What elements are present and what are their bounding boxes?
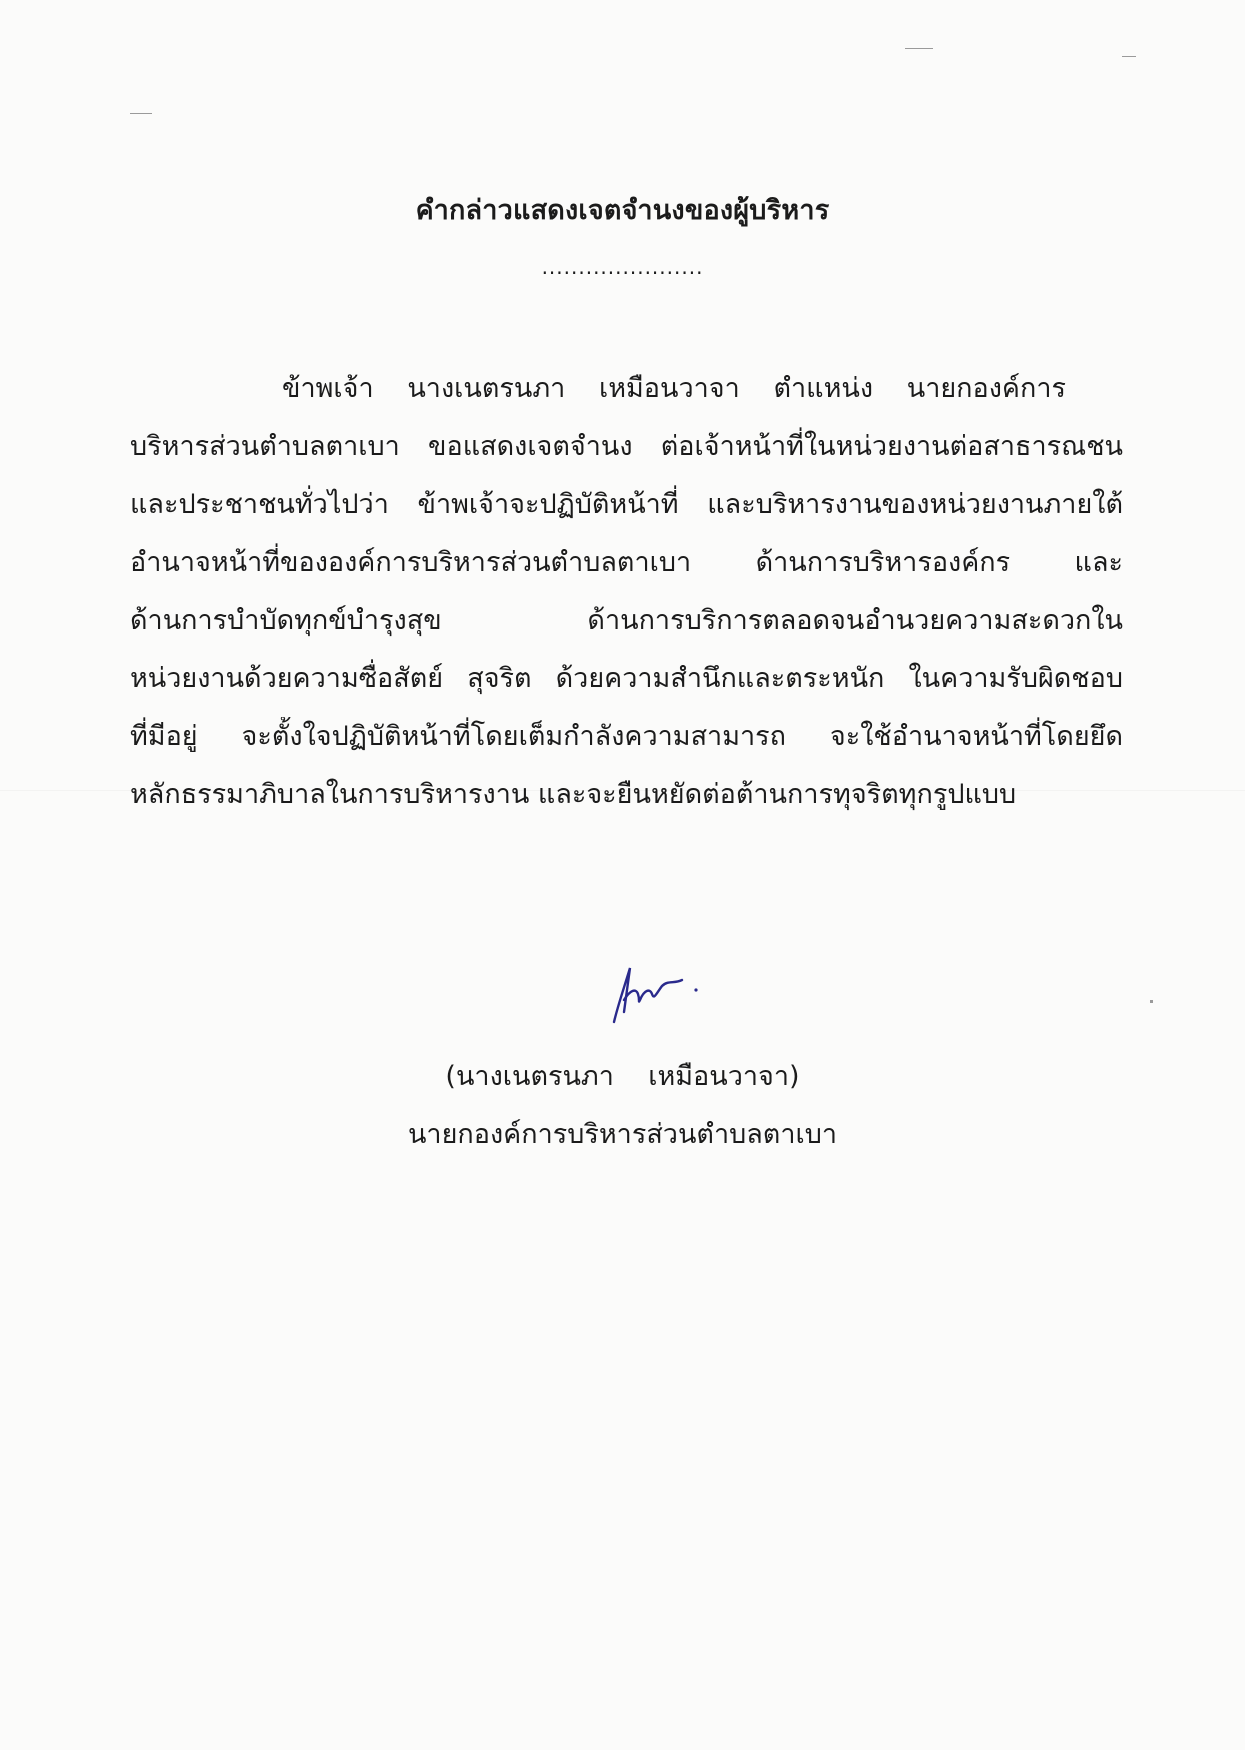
body-line: อำนาจหน้าที่ขององค์การบริหารส่วนตำบลตาเบา ด้านการบริหารองค์กร และ [130, 547, 1123, 578]
body-line: ข้าพเจ้า นางเนตรนภา เหมือนวาจา ตำแหน่ง นายกองค์การ [282, 373, 1066, 404]
body-line: หน่วยงานด้วยความซื่อสัตย์ สุจริต ด้วยความสำนึกและตระหนัก ในความรับผิดชอบ [130, 663, 1123, 694]
body-line: ด้านการบำบัดทุกข์บำรุงสุข ด้านการบริการตลอดจนอำนวยความสะดวกใน [130, 605, 1123, 636]
signatory-position: นายกองค์การบริหารส่วนตำบลตาเบา [407, 1119, 838, 1150]
signatory-name: (นางเนตรนภา เหมือนวาจา) [445, 1061, 800, 1092]
body-line: และประชาชนทั่วไปว่า ข้าพเจ้าจะปฏิบัติหน้าที่ และบริหารงานของหน่วยงานภายใต้ [130, 489, 1123, 520]
scan-speck [1122, 56, 1136, 57]
body-line: ที่มีอยู่ จะตั้งใจปฏิบัติหน้าที่โดยเต็มกำลังความสามารถ จะใช้อำนาจหน้าที่โดยยึด [130, 721, 1123, 752]
title-divider: ...................... [541, 255, 704, 279]
scan-speck [130, 113, 152, 114]
handwritten-signature [602, 960, 712, 1030]
scan-speck [1150, 1000, 1153, 1003]
document-title: คำกล่าวแสดงเจตจำนงของผู้บริหาร [415, 195, 830, 226]
body-line: บริหารส่วนตำบลตาเบา ขอแสดงเจตจำนง ต่อเจ้าหน้าที่ในหน่วยงานต่อสาธารณชน [130, 431, 1123, 462]
scan-speck [905, 48, 933, 49]
body-line: หลักธรรมาภิบาลในการบริหารงาน และจะยืนหยัดต่อต้านการทุจริตทุกรูปแบบ [130, 779, 1017, 810]
